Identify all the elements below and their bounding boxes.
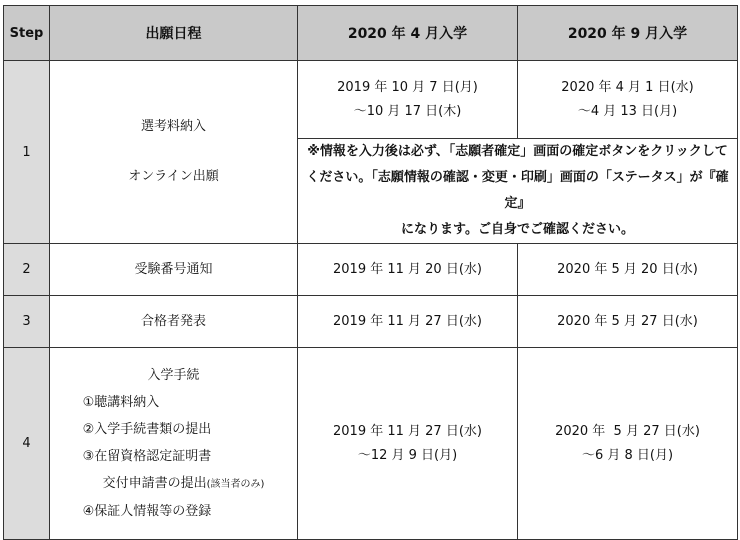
note-line: になります。ご自身でご確認ください。 [401,222,634,237]
procedure-result-announcement: 合格者発表 [50,296,298,348]
table-row-step-3 [4,296,738,348]
step-number: 2 [4,244,50,296]
april-date-cell [298,61,518,139]
procedure-item-note: (該当者のみ) [206,479,265,490]
header-april-entry: 2020 年 4 月入学 [298,6,518,61]
table-row-step-4 [4,348,738,540]
enrollment-procedure-list [83,362,265,525]
procedure-item-text: 交付申請書の提出 [102,476,207,491]
procedure-item-continued [83,470,265,498]
table-row-step-2 [4,244,738,296]
date-start: 2019 年 11 月 27 日(水) [333,423,482,439]
date-end: ～10 月 17 日(木) [353,103,462,119]
table-row-step-1 [4,61,738,139]
date-start: 2020 年 4 月 1 日(水) [561,79,694,95]
header-row [4,6,738,61]
september-date-cell [518,348,738,540]
date-end: ～6 月 8 日(月) [581,447,674,463]
note-line: ください。「志願情報の確認・変更・印刷」画面の「ステータス」が『確定』 [306,170,729,211]
date-end: ～4 月 13 日(月) [577,103,678,119]
procedure-cell [50,348,298,540]
date-end: ～12 月 9 日(月) [357,447,458,463]
procedure-exam-number-notice: 受験番号通知 [50,244,298,296]
step-number: 1 [4,61,50,244]
date-start: 2020 年 5 月 27 日(水) [555,423,700,439]
september-date-cell [518,61,738,139]
date-start: 2019 年 10 月 7 日(月) [337,79,478,95]
procedure-item: ②入学手続書類の提出 [82,422,212,437]
procedure-fee-payment: 選考料納入 [140,119,206,134]
procedure-item: ③在留資格認定証明書 [82,449,212,464]
april-date-cell [298,348,518,540]
step-number: 3 [4,296,50,348]
header-step: Step [4,6,50,61]
procedure-item: ④保証人情報等の登録 [82,504,212,519]
procedure-item: ①聴講料納入 [82,395,160,410]
september-date-cell: 2020 年 5 月 20 日(水) [518,244,738,296]
april-date-cell: 2019 年 11 月 27 日(水) [298,296,518,348]
application-note [298,139,738,244]
header-schedule: 出願日程 [50,6,298,61]
september-date-cell: 2020 年 5 月 27 日(水) [518,296,738,348]
header-september-entry: 2020 年 9 月入学 [518,6,738,61]
step-number: 4 [4,348,50,540]
april-date-cell: 2019 年 11 月 20 日(水) [298,244,518,296]
admission-schedule-table [3,5,738,540]
procedure-title: 入学手続 [147,368,200,383]
note-line: ※情報を入力後は必ず、「志願者確定」画面の確定ボタンをクリックして [307,144,728,159]
procedure-online-application: オンライン出願 [128,169,219,184]
procedure-cell [50,61,298,244]
